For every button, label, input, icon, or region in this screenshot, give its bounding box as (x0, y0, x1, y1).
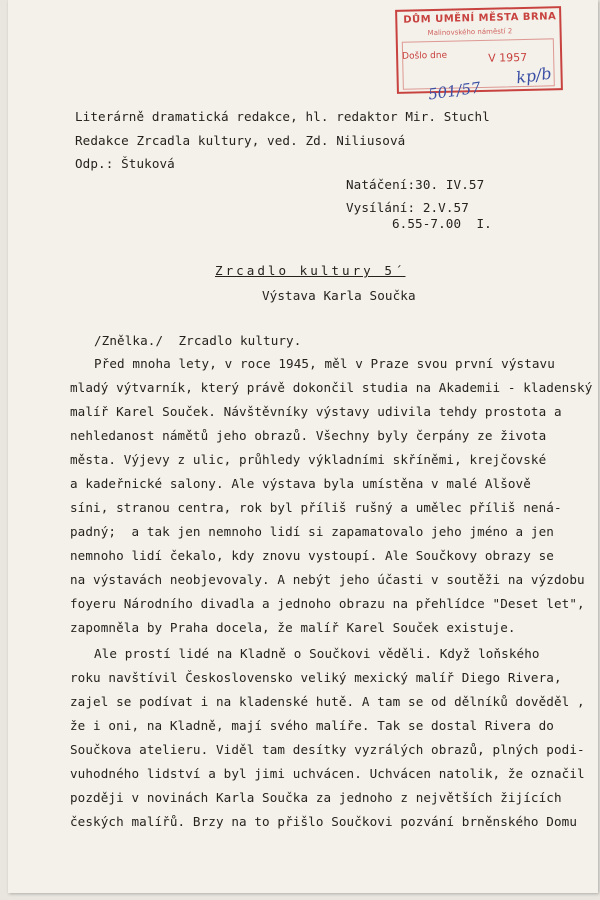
body-line: /Znělka./ Zrcadlo kultury. (94, 333, 302, 348)
document-subtitle: Výstava Karla Součka (262, 288, 416, 303)
body-line: později v novinách Karla Součka za jednoho z největších žijících (70, 790, 562, 805)
body-line: padný; a tak jen nemnoho lidí si zapamatovalo jeho jméno a jen (70, 524, 554, 539)
header-line-2: Redakce Zrcadla kultury, ved. Zd. Niliusová (75, 133, 406, 148)
handwritten-ref-number: 501/57 (427, 78, 482, 104)
body-line: mladý výtvarník, který právě dokončil studia na Akademii - kladenský (70, 380, 593, 395)
body-line: a kadeřnické salony. Ale výstava byla umístěna v malé Alšově (70, 476, 531, 491)
body-line: malíř Karel Souček. Návštěvníky výstavy udivila tehdy prostota a (70, 404, 562, 419)
recording-date: Natáčení:30. IV.57 (346, 177, 485, 192)
body-line: českých malířů. Brzy na to přišlo Součkovi pozvání brněnského Domu (70, 814, 578, 829)
body-line: Před mnoha lety, v roce 1945, měl v Praze svou první výstavu (94, 356, 555, 371)
body-line: nemnoho lidí čekalo, kdy znovu vystoupí. Ale Součkovy obrazy se (70, 548, 554, 563)
body-line: nehledanost námětů jeho obrazů. Všechny byly čerpány ze života (70, 428, 547, 443)
body-line: roku navštívil Československo veliký mexický malíř Diego Rivera, (70, 670, 562, 685)
handwritten-initials: kp/b (514, 63, 553, 88)
stamp-title: DŮM UMĚNÍ MĚSTA BRNA (403, 11, 557, 26)
document-page (8, 0, 598, 893)
body-line: města. Výjevy z ulic, průhledy výkladními skříněmi, krejčovské (70, 452, 547, 467)
document-title: Zrcadlo kultury 5´ (215, 263, 406, 278)
header-line-3: Odp.: Štuková (75, 156, 175, 171)
broadcast-time: 6.55-7.00 I. (392, 216, 492, 231)
body-line: Součkova atelieru. Viděl tam desítky vyzrálých obrazů, plných podi- (70, 742, 585, 757)
body-line: síni, stranou centra, rok byl příliš rušný a umělec příliš nená- (70, 500, 562, 515)
body-line: vuhodného lidství a byl jimi uchvácen. Uchvácen natolik, že označil (70, 766, 585, 781)
body-line: foyeru Národního divadla a jednoho obrazu na přehlídce "Deset let", (70, 596, 585, 611)
stamp-date: V 1957 (488, 50, 528, 65)
stamp-received-label: Došlo dne (402, 50, 448, 62)
body-line: na výstavách neobjevovaly. A nebýt jeho účasti v soutěži na výzdobu (70, 572, 585, 587)
stamp-address: Malinovského náměstí 2 (427, 27, 513, 38)
body-line: zapomněla by Praha docela, že malíř Karel Souček existuje. (70, 620, 516, 635)
body-line: zajel se podívat i na kladenské hutě. A tam se od dělníků dověděl , (70, 694, 585, 709)
body-line: že i oni, na Kladně, mají svého malíře. Tak se dostal Rivera do (70, 718, 554, 733)
header-line-1: Literárně dramatická redakce, hl. redaktor Mir. Stuchl (75, 109, 490, 124)
body-line: Ale prostí lidé na Kladně o Součkovi věděli. Když loňského (94, 646, 540, 661)
broadcast-date: Vysílání: 2.V.57 (346, 200, 469, 215)
